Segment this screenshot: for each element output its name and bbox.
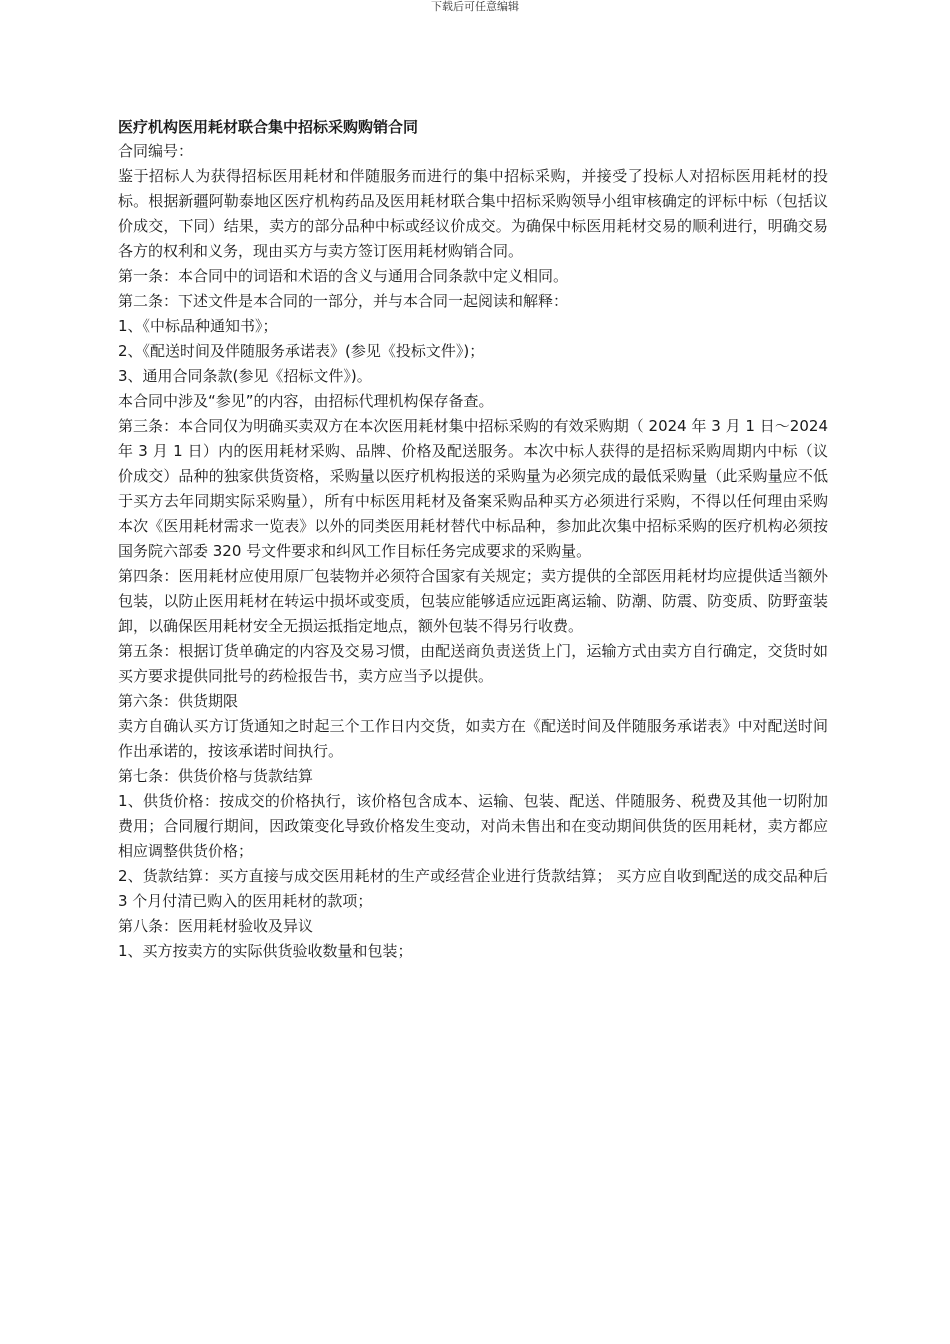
preamble-paragraph: 鉴于招标人为获得招标医用耗材和伴随服务而进行的集中招标采购，并接受了投标人对招标医用耗材的投标。根据新疆阿勒泰地区医疗机构药品及医用耗材联合集中招标采购领导小组审核确定的评标中标（包括议价成交，下同）结果，卖方的部分品种中标或经议价成交。为确保中标医用耗材交易的顺利进行，明确交易各方的权利和义务，现由买方与卖方签订医用耗材购销合同。 [118, 167, 828, 260]
article-7-item-1: 1、供货价格：按成交的价格执行，该价格包含成本、运输、包装、配送、伴随服务、税费及其他一切附加费用；合同履行期间，因政策变化导致价格发生变动，对尚未售出和在变动期间供货的医用耗材，卖方都应相应调整供货价格； [118, 792, 828, 860]
article-2-item-1: 1、《中标品种通知书》； [118, 317, 278, 335]
article-8-heading: 第八条：医用耗材验收及异议 [118, 917, 314, 935]
page-header-note: 下载后可任意编辑 [431, 0, 519, 13]
article-7-item-2: 2、货款结算：买方直接与成交医用耗材的生产或经营企业进行货款结算； 买方应自收到配送的成交品种后 3 个月付清已购入的医用耗材的款项； [118, 867, 828, 910]
article-2-item-2: 2、《配送时间及伴随服务承诺表》(参见《投标文件》)； [118, 342, 485, 360]
article-2-item-3: 3、通用合同条款(参见《招标文件》)。 [118, 367, 372, 385]
article-6-heading: 第六条：供货期限 [118, 692, 239, 710]
article-5: 第五条：根据订货单确定的内容及交易习惯，由配送商负责送货上门，运输方式由卖方自行确定，交货时如买方要求提供同批号的药检报告书，卖方应当予以提供。 [118, 642, 828, 685]
article-1: 第一条：本合同中的词语和术语的含义与通用合同条款中定义相同。 [118, 267, 569, 285]
contract-number-line: 合同编号： [118, 142, 194, 160]
article-3: 第三条：本合同仅为明确买卖双方在本次医用耗材集中招标采购的有效采购期（ 2024 年 3 月 1 日～2024 年 3 月 1 日）内的医用耗材采购、品牌、价格及配送服务。本次中标人获得的是招标采购周期内中标（议价成交）品种的独家供货资格，采购量以医疗机构报送的采购量为必须完成的最低采购量（此采购量应不低于买方去年同期实际采购量），所有中标医用耗材及备案采购品种买方必须进行采购，不得以任何理由采购本次《医用耗材需求一览表》以外的同类医用耗材替代中标品种，参加此次集中招标采购的医疗机构必须按国务院六部委 320 号文件要求和纠风工作目标任务完成要求的采购量。 [118, 417, 828, 560]
article-7-heading: 第七条：供货价格与货款结算 [118, 767, 314, 785]
reference-note: 本合同中涉及“参见”的内容，由招标代理机构保存备查。 [118, 392, 494, 410]
article-8-item-1: 1、买方按卖方的实际供货验收数量和包装； [118, 942, 413, 960]
article-6-body: 卖方自确认买方订货通知之时起三个工作日内交货，如卖方在《配送时间及伴随服务承诺表》中对配送时间作出承诺的，按该承诺时间执行。 [118, 717, 828, 760]
document-title: 医疗机构医用耗材联合集中招标采购购销合同 [118, 118, 419, 136]
document-body [118, 115, 828, 964]
article-4: 第四条：医用耗材应使用原厂包装物并必须符合国家有关规定；卖方提供的全部医用耗材均应提供适当额外包装，以防止医用耗材在转运中损坏或变质，包装应能够适应远距离运输、防潮、防震、防变质、防野蛮装卸，以确保医用耗材安全无损运抵指定地点，额外包装不得另行收费。 [118, 567, 828, 635]
article-2: 第二条：下述文件是本合同的一部分，并与本合同一起阅读和解释： [118, 292, 569, 310]
